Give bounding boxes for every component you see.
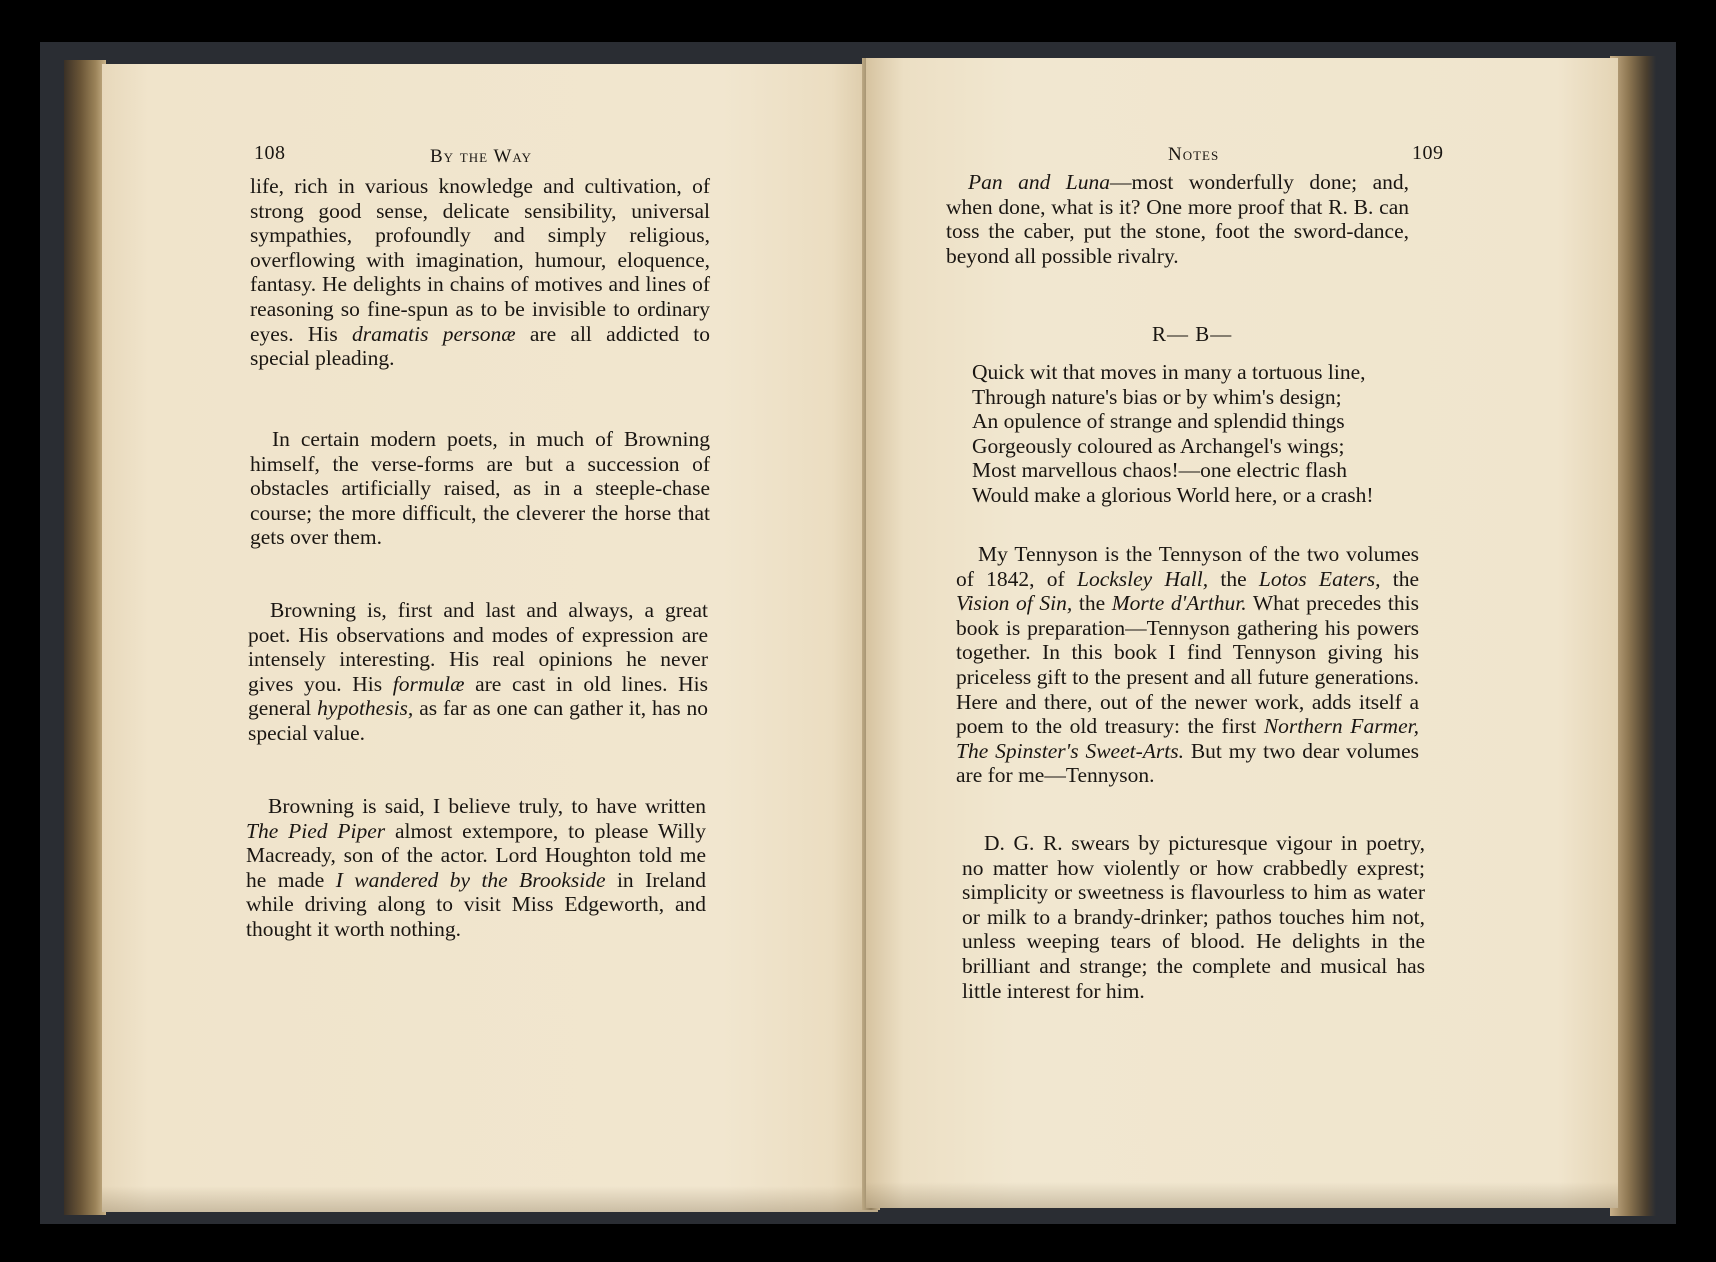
text-run: D. G. R. swears by picturesque vigour in poetry, no matter how violently or how crabbedly exprest; simplicity or sweetness is flavourless to him as water or milk to a brandy-drinker; pathos touches him not, unless weeping tears of blood. He delights in the brilliant and strange; the complete and musical has little interest for him. (962, 831, 1425, 1003)
poem-line: Gorgeously coloured as Archangel's wings; (972, 433, 1345, 458)
poem-line: Most marvellous chaos!—one electric flash (972, 458, 1347, 483)
poem-line: Quick wit that moves in many a tortuous line, (972, 360, 1366, 384)
text-run: are all addicted to special pleading. (250, 321, 710, 371)
text-run: the (1380, 566, 1419, 591)
page-shadow (102, 1186, 878, 1212)
text-run: —most wonderfully done; and, when done, what is it? One more proof that R. B. can toss the caber, put the stone, foot the sword-dance, beyond all possible rivalry. (946, 170, 1409, 268)
italic-text: formulæ (392, 671, 465, 696)
italic-text: Locksley Hall, (1076, 566, 1209, 591)
text-run: In certain modern poets, in much of Browning himself, the verse-forms are but a succession of obstacles artificially raised, as in a steeple-chase course; the more difficult, the cleverer the horse that gets over them. (250, 427, 710, 550)
paragraph-text (250, 427, 710, 550)
italic-text: I wandered by the Brookside (335, 867, 606, 892)
text-run: What precedes this book is preparation—Tennyson gathering his powers together. In this book I find Tennyson giving his priceless gift to the present and all future generations. Here and there, out of the newer work, adds itself a poem to the old treasury: the first (956, 591, 1419, 739)
text-run: the (1208, 566, 1259, 591)
text-run: the (1072, 591, 1112, 616)
running-head: By the Way (430, 146, 533, 167)
paragraph-text (956, 542, 1419, 788)
paragraph (246, 794, 706, 942)
paragraph (946, 170, 1409, 268)
page-shadow (866, 1182, 1618, 1208)
text-run: My Tennyson is the Tennyson of the two volumes of 1842, of (956, 542, 1419, 591)
paragraph-text (962, 831, 1425, 1003)
paragraph (956, 542, 1419, 788)
right-page (866, 58, 1618, 1208)
italic-text: Morte d'Arthur. (1111, 591, 1247, 616)
italic-text: hypothesis, (317, 696, 414, 721)
text-run: almost extempore, to please Willy Macready, son of the actor. Lord Houghton told me he made (246, 818, 706, 892)
italic-text: dramatis personæ (352, 321, 516, 346)
running-head: Notes (1168, 144, 1220, 165)
paragraph (248, 598, 708, 746)
poem-line: Would make a glorious World here, or a crash! (972, 482, 1374, 507)
poem-line: Through nature's bias or by whim's design; (972, 384, 1342, 409)
italic-text: Northern Farmer, The Spinster's Sweet-Arts. (956, 714, 1419, 763)
paragraph (250, 174, 710, 371)
italic-text: Pan and Luna (968, 170, 1111, 194)
text-run: life, rich in various knowledge and cultivation, of strong good sense, delicate sensibility, universal sympathies, profoundly and simply religious, overflowing with imagination, humour, eloquence, fantasy. He delights in chains of motives and lines of reasoning so fine-spun as to be invisible to ordinary eyes. His (250, 174, 710, 346)
page-number: 108 (254, 142, 286, 164)
text-run: Browning is said, I believe truly, to have written (268, 794, 706, 818)
italic-text: Lotos Eaters, (1258, 566, 1381, 591)
text-run: in Ireland while driving along to visit Miss Edgeworth, and thought it worth nothing. (246, 867, 706, 941)
poem (972, 360, 1374, 508)
page-number: 109 (1412, 142, 1444, 164)
text-run: as far as one can gather it, has no special value. (248, 696, 709, 745)
poem-line: An opulence of strange and splendid things (972, 409, 1345, 434)
paragraph-text (946, 170, 1409, 268)
paragraph (250, 427, 710, 550)
italic-text: Vision of Sin, (956, 591, 1073, 616)
paragraph-text (246, 794, 706, 942)
paragraph-text (248, 598, 708, 746)
italic-text: The Pied Piper (246, 818, 386, 843)
left-page-stack-edge (64, 60, 106, 1215)
poem-title: R— B— (1152, 322, 1233, 346)
text-run: Browning is, first and last and always, a great poet. His observations and modes of expression are intensely interesting. His real opinions he never gives you. His (248, 598, 708, 696)
paragraph (962, 831, 1425, 1003)
paragraph-text (250, 174, 710, 371)
left-page (102, 64, 878, 1212)
text-run: are cast in old lines. His general (248, 671, 708, 721)
text-run: But my two dear volumes are for me—Tennyson. (956, 738, 1419, 788)
